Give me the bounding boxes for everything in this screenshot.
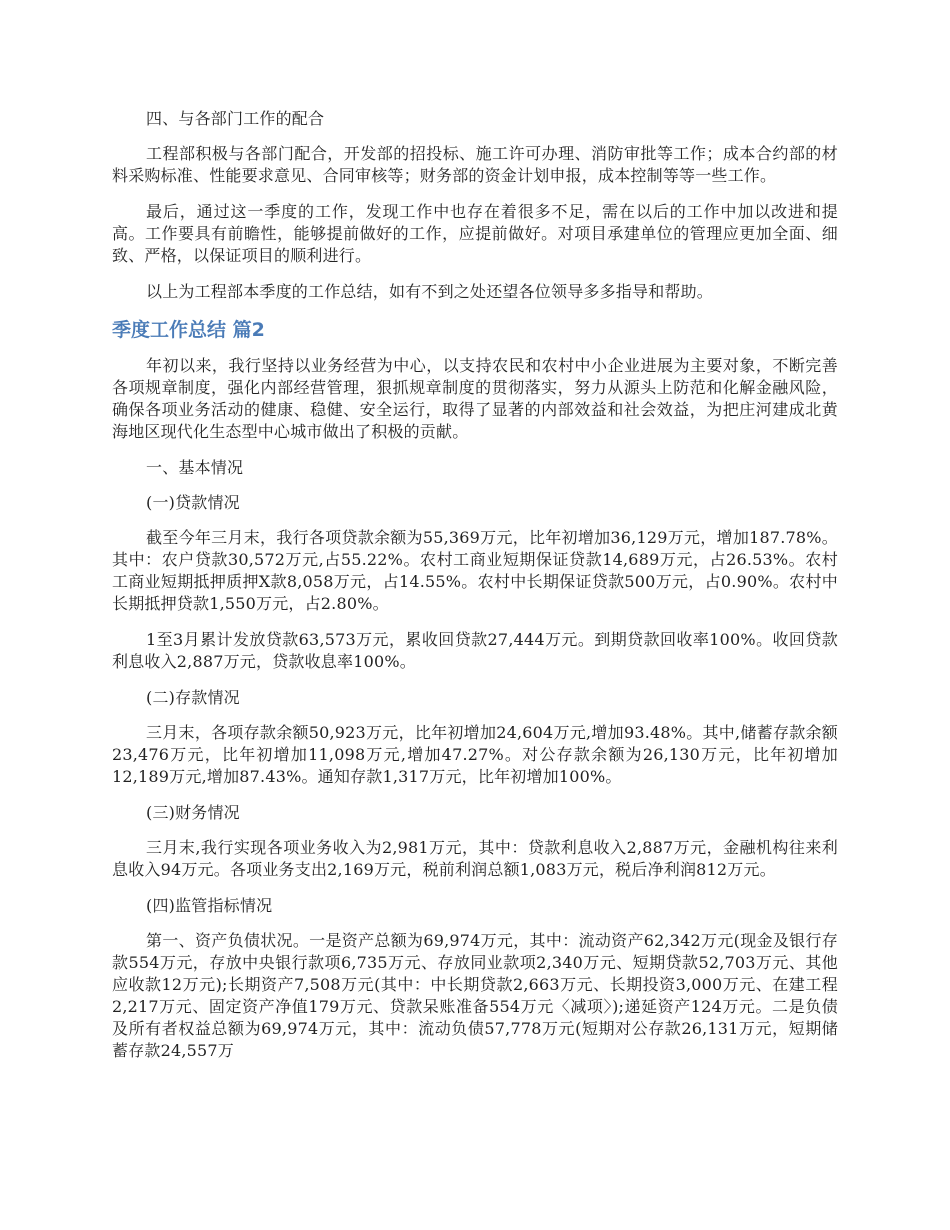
paragraph: 以上为工程部本季度的工作总结，如有不到之处还望各位领导多多指导和帮助。 [146,282,714,301]
section-subtitle: (四)监管指标情况 [146,896,273,915]
paragraph: 第一、资产负债状况。一是资产总额为69,974万元，其中：流动资产62,342万元(现金及银行存款554万元，存放中央银行款项6,735万元、存放同业款项2,340万元、短期贷款52,703万元、其他应收款12万元);长期资产7,508万元(其中：中长期贷款2,663万元、长期投资3,000万元、在建工程2,217万元、固定资产净值179万元、贷款呆账准备554万元〈减项〉);递延资产124万元。二是负债及所有者权益总额为69,974万元，其中：流动负债57,778万元(短期对公存款26,131万元，短期储蓄存款24,557万 [112,931,838,1060]
paragraph: 工程部积极与各部门配合，开发部的招投标、施工许可办理、消防审批等工作；成本合约部的材料采购标准、性能要求意见、合同审核等；财务部的资金计划申报，成本控制等等一些工作。 [112,144,838,185]
section-part2 [112,355,838,1062]
section-subtitle: (一)贷款情况 [146,493,240,512]
paragraph: 三月末，各项存款余额50,923万元，比年初增加24,604万元,增加93.48%。其中,储蓄存款余额23,476万元，比年初增加11,098万元,增加47.27%。对公存款余额为26,130万元，比年初增加12,189万元,增加87.43%。通知存款1,317万元，比年初增加100%。 [112,723,838,786]
paragraph: 三月末,我行实现各项业务收入为2,981万元，其中：贷款利息收入2,887万元，金融机构往来利息收入94万元。各项业务支出2,169万元，税前利润总额1,083万元，税后净利润812万元。 [112,838,838,879]
section-heading: 季度工作总结 篇2 [112,319,265,341]
paragraph: 最后，通过这一季度的工作，发现工作中也存在着很多不足，需在以后的工作中加以改进和提高。工作要具有前瞻性，能够提前做好的工作，应提前做好。对项目承建单位的管理应更加全面、细致、严格，以保证项目的顺利进行。 [112,202,838,265]
section-subtitle: 四、与各部门工作的配合 [146,109,325,128]
paragraph: 年初以来，我行坚持以业务经营为中心，以支持农民和农村中小企业进展为主要对象，不断完善各项规章制度，强化内部经营管理，狠抓规章制度的贯彻落实，努力从源头上防范和化解金融风险，确保各项业务活动的健康、稳健、安全运行，取得了显著的内部效益和社会效益，为把庄河建成北黄海地区现代化生态型中心城市做出了积极的贡献。 [112,356,838,441]
section-subtitle: (三)财务情况 [146,803,240,822]
section-subtitle: (二)存款情况 [146,688,240,707]
section-subtitle: 一、基本情况 [146,458,244,477]
paragraph: 1至3月累计发放贷款63,573万元，累收回贷款27,444万元。到期贷款回收率100%。收回贷款利息收入2,887万元，贷款收息率100%。 [112,630,838,671]
section-part1 [112,108,838,303]
paragraph: 截至今年三月末，我行各项贷款余额为55,369万元，比年初增加36,129万元，增加187.78%。其中：农户贷款30,572万元,占55.22%。农村工商业短期保证贷款14,689万元，占26.53%。农村工商业短期抵押质押X款8,058万元，占14.55%。农村中长期保证贷款500万元，占0.90%。农村中长期抵押贷款1,550万元，占2.80%。 [112,528,838,613]
